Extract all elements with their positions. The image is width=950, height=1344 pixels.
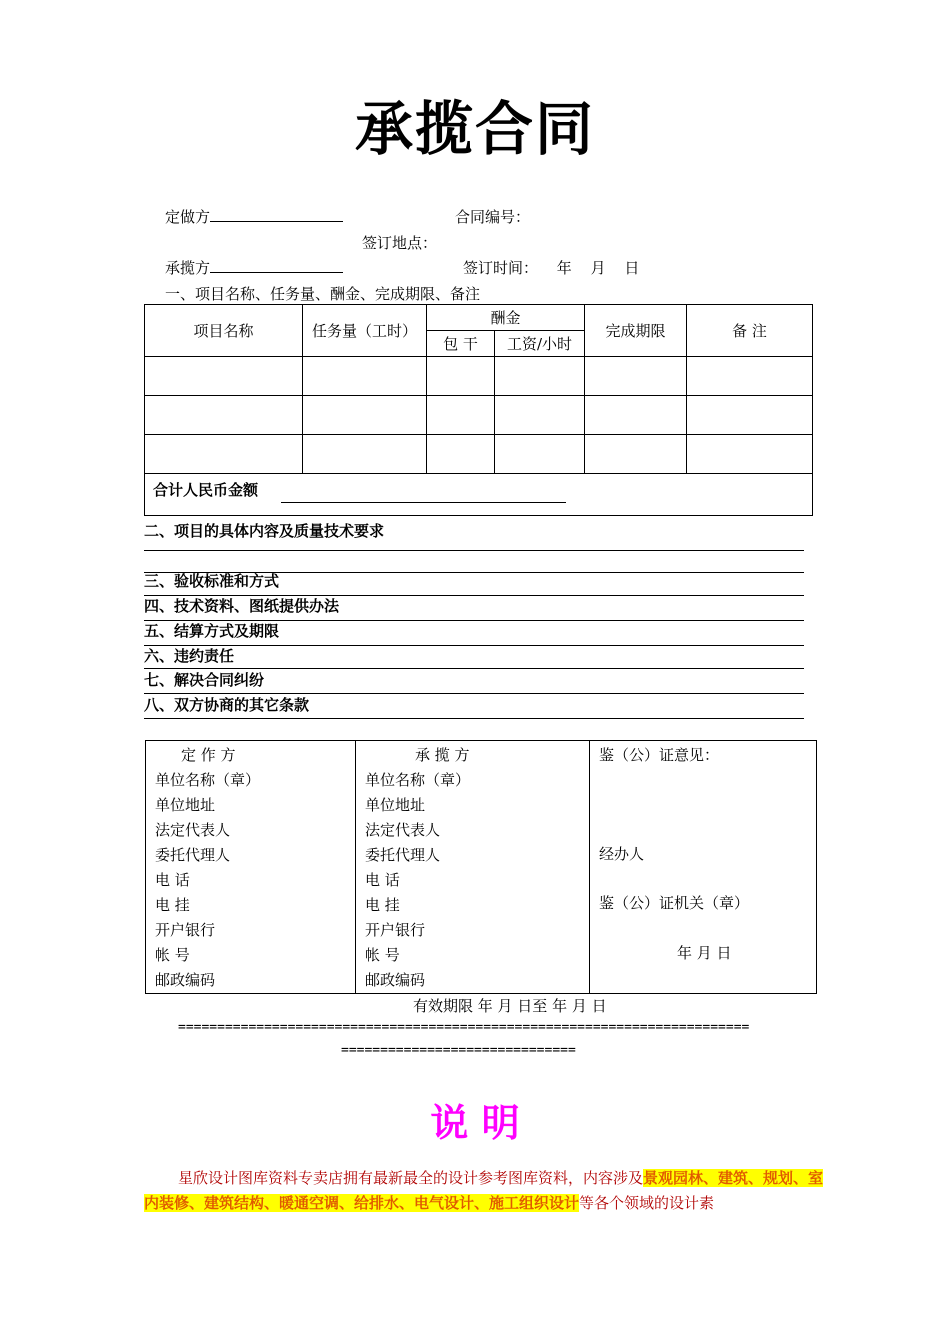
table-cell[interactable] bbox=[585, 357, 687, 396]
col-header-fee: 酬金 bbox=[427, 305, 585, 331]
sign-time-label: 签订时间： bbox=[463, 259, 539, 277]
cheng-legal-rep-label[interactable]: 法定代表人 bbox=[365, 821, 441, 839]
col-header-lump-sum: 包 干 bbox=[427, 331, 495, 357]
ding-phone-label[interactable]: 电 话 bbox=[155, 871, 190, 889]
contract-no-label: 合同编号： bbox=[455, 208, 531, 226]
explanation-highlight: 景观园林、建筑、规划、室内装修、建筑结构、暖通空调、给排水、电气设计、施工组织设计 bbox=[144, 1169, 824, 1212]
table-cell[interactable] bbox=[495, 396, 585, 435]
table-cell[interactable] bbox=[687, 435, 813, 474]
sign-month: 月 bbox=[590, 259, 606, 277]
notary-opinion-label: 鉴（公）证意见： bbox=[599, 746, 720, 764]
cheng-phone-label[interactable]: 电 话 bbox=[365, 871, 400, 889]
explanation-text-after: 等各个领域的设计素 bbox=[579, 1194, 715, 1212]
table-cell[interactable] bbox=[687, 357, 813, 396]
cheng-unit-name-label[interactable]: 单位名称（章） bbox=[365, 771, 471, 789]
divider bbox=[144, 718, 804, 719]
table-cell[interactable] bbox=[427, 357, 495, 396]
cheng-party-blank bbox=[210, 258, 343, 273]
cheng-party-cell bbox=[356, 741, 590, 994]
table-cell[interactable] bbox=[427, 435, 495, 474]
section-6-heading: 六、违约责任 bbox=[144, 647, 235, 665]
notary-cell bbox=[590, 741, 817, 994]
explanation-title: 说 明 bbox=[430, 1101, 520, 1145]
cheng-address-label[interactable]: 单位地址 bbox=[365, 796, 426, 814]
cheng-agent-label[interactable]: 委托代理人 bbox=[365, 846, 441, 864]
col-header-hourly: 工资/小时 bbox=[495, 331, 585, 357]
section-1-heading: 一、项目名称、任务量、酬金、完成期限、备注 bbox=[165, 285, 481, 303]
table-cell[interactable] bbox=[303, 357, 427, 396]
cheng-party-label: 承揽方 bbox=[165, 259, 211, 277]
separator-line-2: ============================== bbox=[341, 1043, 576, 1058]
cheng-postcode-label[interactable]: 邮政编码 bbox=[365, 971, 426, 989]
cheng-bank-label[interactable]: 开户银行 bbox=[365, 921, 426, 939]
section-2-heading: 二、项目的具体内容及质量技术要求 bbox=[144, 522, 385, 540]
table-cell[interactable] bbox=[145, 357, 303, 396]
notary-agent-label: 经办人 bbox=[599, 845, 645, 863]
cheng-telegraph-label[interactable]: 电 挂 bbox=[365, 896, 400, 914]
ding-agent-label[interactable]: 委托代理人 bbox=[155, 846, 231, 864]
ding-party-line bbox=[165, 206, 343, 227]
table-cell[interactable] bbox=[303, 396, 427, 435]
ding-postcode-label[interactable]: 邮政编码 bbox=[155, 971, 216, 989]
ding-address-label[interactable]: 单位地址 bbox=[155, 796, 216, 814]
ding-party-label: 定做方 bbox=[165, 208, 211, 226]
parties-table bbox=[145, 740, 817, 994]
table-row bbox=[145, 396, 813, 435]
sign-place-label: 签订地点： bbox=[362, 234, 438, 252]
explanation-paragraph bbox=[144, 1166, 826, 1216]
explanation-text-before: 星欣设计图库资料专卖店拥有最新最全的设计参考图库资料，内容涉及 bbox=[178, 1169, 644, 1187]
table-cell[interactable] bbox=[145, 435, 303, 474]
total-amount-blank bbox=[281, 502, 566, 503]
sign-day: 日 bbox=[624, 259, 640, 277]
ding-unit-name-label[interactable]: 单位名称（章） bbox=[155, 771, 261, 789]
items-table bbox=[144, 304, 813, 516]
col-header-remarks: 备 注 bbox=[687, 305, 813, 357]
document-title: 承揽合同 bbox=[354, 95, 595, 163]
ding-party-blank bbox=[210, 207, 343, 222]
ding-legal-rep-label[interactable]: 法定代表人 bbox=[155, 821, 231, 839]
col-header-deadline: 完成期限 bbox=[585, 305, 687, 357]
sign-time-line bbox=[463, 257, 639, 278]
table-cell[interactable] bbox=[495, 435, 585, 474]
divider bbox=[144, 550, 804, 551]
table-cell[interactable] bbox=[585, 396, 687, 435]
section-5-heading: 五、结算方式及期限 bbox=[144, 622, 280, 640]
table-cell[interactable] bbox=[145, 396, 303, 435]
ding-telegraph-label[interactable]: 电 挂 bbox=[155, 896, 190, 914]
table-row bbox=[145, 357, 813, 396]
col-header-name: 项目名称 bbox=[145, 305, 303, 357]
cheng-party-line bbox=[165, 257, 343, 278]
separator-line-1: ========================================================================= bbox=[178, 1020, 750, 1035]
section-8-heading: 八、双方协商的其它条款 bbox=[144, 696, 310, 714]
section-7-heading: 七、解决合同纠纷 bbox=[144, 671, 265, 689]
table-row bbox=[145, 435, 813, 474]
cheng-party-title: 承 揽 方 bbox=[415, 746, 470, 764]
total-amount-label: 合计人民币金额 bbox=[153, 481, 259, 499]
total-amount-row bbox=[145, 474, 813, 516]
ding-bank-label[interactable]: 开户银行 bbox=[155, 921, 216, 939]
ding-party-title: 定 作 方 bbox=[181, 746, 236, 764]
table-cell[interactable] bbox=[495, 357, 585, 396]
table-cell[interactable] bbox=[303, 435, 427, 474]
section-3-heading: 三、验收标准和方式 bbox=[144, 572, 280, 590]
notary-date: 年 月 日 bbox=[677, 944, 732, 962]
ding-account-label[interactable]: 帐 号 bbox=[155, 946, 190, 964]
section-4-heading: 四、技术资料、图纸提供办法 bbox=[144, 597, 340, 615]
table-cell[interactable] bbox=[427, 396, 495, 435]
cheng-account-label[interactable]: 帐 号 bbox=[365, 946, 400, 964]
ding-party-cell bbox=[146, 741, 356, 994]
table-cell[interactable] bbox=[585, 435, 687, 474]
col-header-task: 任务量（工时） bbox=[303, 305, 427, 357]
sign-year: 年 bbox=[556, 259, 572, 277]
notary-org-label: 鉴（公）证机关（章） bbox=[599, 894, 750, 912]
table-cell[interactable] bbox=[687, 396, 813, 435]
divider bbox=[144, 645, 804, 646]
validity-period: 有效期限 年 月 日至 年 月 日 bbox=[413, 997, 607, 1015]
